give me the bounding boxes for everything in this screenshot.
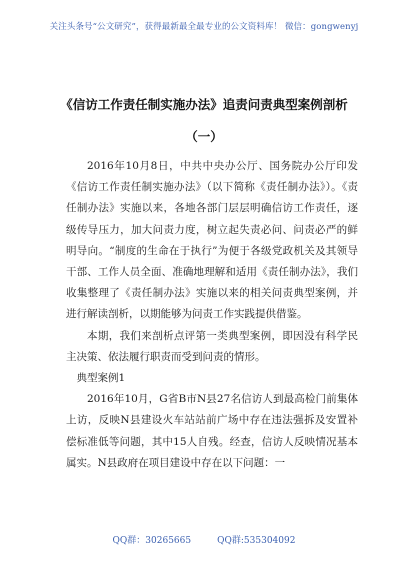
case-heading: 典型案例1 [76, 372, 126, 385]
footer-qq-group-2: QQ群:535304092 [217, 536, 296, 546]
header-note [0, 20, 408, 32]
footer-contacts [0, 533, 408, 546]
body-paragraph: 2016年10月，G省B市N县27名信访人到最高检门前集体上访，反映N县建设火车站站前广场中存在违法强拆及安置补偿标准低等问题，其中15人自残。经查，信访人反映情况基本属实。N县政府在项目建设中存在以下问题：一 [66, 393, 358, 469]
body-paragraph: 2016年10月8日，中共中央办公厅、国务院办公厅印发《信访工作责任制实施办法》（以下简称《责任制办法》）。《责任制办法》实施以来，各地各部门层层明确信访工作责任，逐级传导压力，加大问责力度，树立起失责必问、问责必严的鲜明导向。“制度的生命在于执行”为便于各级党政机关及其领导干部、工作人员全面、准确地理解和适用《责任制办法》，我们收集整理了《责任制办法》实施以来的相关问责典型案例，并进行解读剖析，以期能够为问责工作实践提供借鉴。 [66, 160, 358, 321]
document-body [66, 156, 358, 474]
footer-qq-group-1: QQ群：30265665 [112, 536, 192, 546]
section-heading: （一） [185, 129, 223, 144]
header-note-text: 关注头条号“公文研究”，获得最新最全最专业的公文资料库！ 微信：gongwenyj [49, 22, 359, 32]
body-paragraph: 本期，我们来剖析点评第一类典型案例，即因没有科学民主决策、依法履行职责而受到问责的情形。 [66, 329, 358, 363]
document-title: 《信访工作责任制实施办法》追责问责典型案例剖析 [60, 97, 348, 112]
